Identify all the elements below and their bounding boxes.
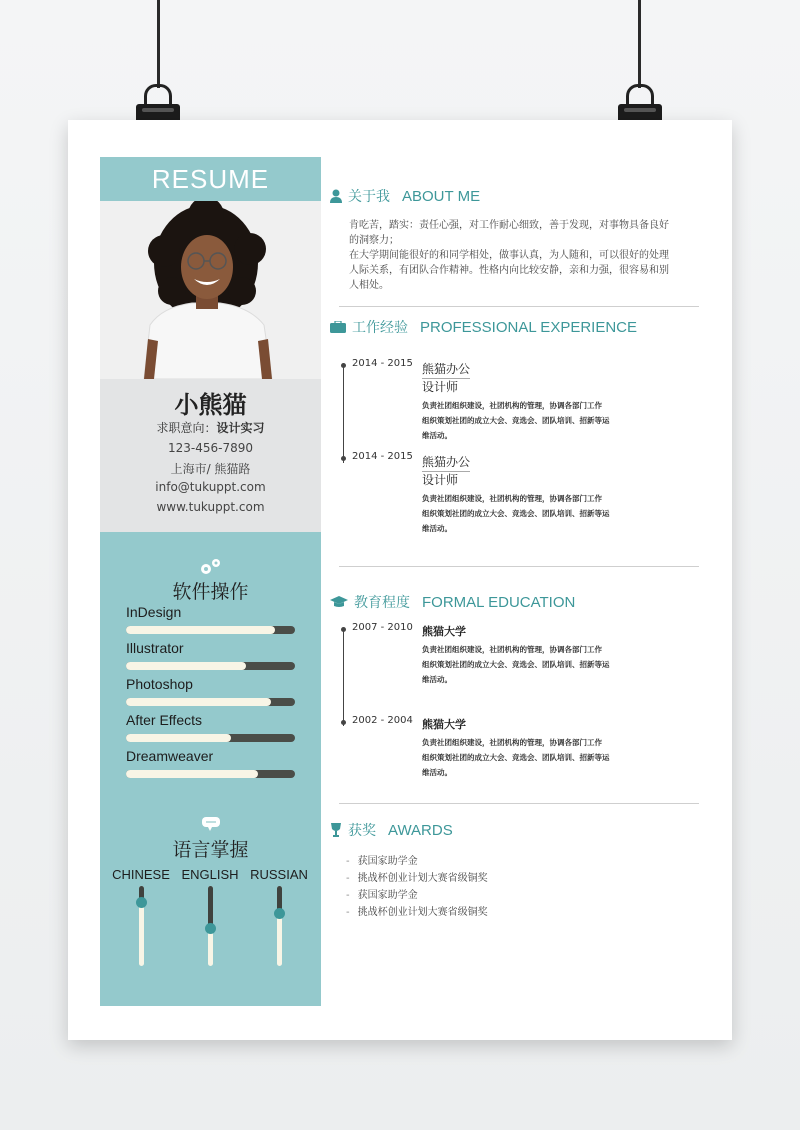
language-label: ENGLISH bbox=[181, 867, 239, 882]
skill-bar bbox=[126, 626, 295, 634]
experience-description: 负责社团组织建设，社团机构的管理，协调各部门工作 组织策划社团的成立大会、竞选会、团队培训、招新等运 维活动。 bbox=[422, 401, 610, 440]
experience-timeline bbox=[343, 365, 344, 463]
skill-label: Dreamweaver bbox=[126, 748, 214, 764]
divider bbox=[339, 306, 699, 307]
education-date: 2002 - 2004 bbox=[352, 715, 413, 726]
education-date: 2007 - 2010 bbox=[352, 622, 413, 633]
skill-label: Photoshop bbox=[126, 676, 193, 692]
education-description: 负责社团组织建设，社团机构的管理，协调各部门工作 组织策划社团的成立大会、竞选会、团队培训、招新等运 维活动。 bbox=[422, 738, 610, 777]
language-slider-knob bbox=[274, 908, 285, 919]
profile-card bbox=[100, 201, 321, 532]
phone-number: 123-456-7890 bbox=[167, 441, 253, 455]
experience-company: 熊猫办公 bbox=[422, 453, 470, 472]
award-bullet: - bbox=[346, 856, 350, 867]
experience-role: 设计师 bbox=[422, 473, 459, 487]
skill-bar-fill bbox=[126, 770, 258, 778]
award-item bbox=[346, 869, 488, 884]
experience-company: 熊猫办公 bbox=[422, 360, 470, 379]
award-item bbox=[346, 903, 488, 918]
resume-paper bbox=[68, 120, 732, 1040]
candidate-name: 小熊猫 bbox=[174, 391, 247, 419]
language-slider bbox=[277, 886, 282, 966]
timeline-dot bbox=[341, 363, 346, 368]
education-description: 负责社团组织建设，社团机构的管理，协调各部门工作 组织策划社团的成立大会、竞选会、团队培训、招新等运 维活动。 bbox=[422, 645, 610, 684]
education-school: 熊猫大学 bbox=[422, 718, 466, 731]
timeline-dot bbox=[341, 456, 346, 461]
skill-label: Illustrator bbox=[126, 640, 184, 656]
profile-photo bbox=[100, 201, 321, 379]
experience-role: 设计师 bbox=[422, 380, 459, 394]
job-intent: 求职意向：设计实习 bbox=[156, 421, 265, 435]
skill-bar bbox=[126, 698, 295, 706]
language-slider-knob bbox=[205, 923, 216, 934]
person-icon bbox=[330, 189, 342, 203]
award-bullet: - bbox=[346, 907, 350, 918]
language-label: RUSSIAN bbox=[250, 867, 308, 882]
experience-description: 负责社团组织建设，社团机构的管理，协调各部门工作 组织策划社团的成立大会、竞选会、团队培训、招新等运 维活动。 bbox=[422, 494, 610, 533]
sidebar bbox=[100, 157, 321, 1006]
trophy-icon bbox=[330, 823, 342, 837]
languages-heading: 语言掌握 bbox=[172, 839, 249, 861]
language-slider bbox=[139, 886, 144, 966]
skill-bar-fill bbox=[126, 662, 246, 670]
briefcase-icon bbox=[330, 321, 346, 333]
skills-heading: 软件操作 bbox=[172, 581, 249, 603]
education-heading: 教育程度 FORMAL EDUCATION bbox=[330, 592, 575, 612]
timeline-dot bbox=[341, 627, 346, 632]
skill-label: InDesign bbox=[126, 604, 182, 620]
awards-heading: 获奖 AWARDS bbox=[330, 820, 453, 840]
graduation-cap-icon bbox=[330, 596, 348, 608]
divider bbox=[339, 566, 699, 567]
experience-date: 2014 - 2015 bbox=[352, 358, 413, 369]
timeline-dot bbox=[341, 720, 346, 725]
skill-bar-fill bbox=[126, 698, 271, 706]
education-school: 熊猫大学 bbox=[422, 625, 466, 638]
hanging-string-right bbox=[638, 0, 641, 88]
address: 上海市/ 熊猫路 bbox=[170, 462, 251, 476]
education-timeline bbox=[343, 630, 344, 726]
award-text: 获国家助学金 bbox=[357, 890, 418, 901]
skill-bar bbox=[126, 770, 295, 778]
about-heading: 关于我 ABOUT ME bbox=[330, 186, 480, 206]
award-bullet: - bbox=[346, 890, 350, 901]
language-slider-top bbox=[208, 886, 213, 928]
resume-title: RESUME bbox=[151, 164, 270, 194]
language-label: CHINESE bbox=[112, 867, 170, 882]
website: www.tukuppt.com bbox=[156, 500, 265, 514]
divider bbox=[339, 803, 699, 804]
skill-bar bbox=[126, 734, 295, 742]
about-text: 肯吃苦，踏实：责任心强，对工作耐心细致，善于发现，对事物具备良好的洞察力； 在大学期间能很好的和同学相处，做事认真，为人随和，可以很好的处理人际关系，有团队合作精神。性格内向比较安静，亲和力强，很容易和别人相处。 bbox=[349, 220, 669, 291]
gears-icon bbox=[197, 557, 223, 577]
award-text: 挑战杯创业计划大赛省级铜奖 bbox=[357, 873, 488, 884]
award-item bbox=[346, 852, 418, 867]
language-slider-knob bbox=[136, 897, 147, 908]
language-slider bbox=[208, 886, 213, 966]
experience-heading: 工作经验 PROFESSIONAL EXPERIENCE bbox=[330, 317, 637, 337]
award-text: 获国家助学金 bbox=[357, 856, 418, 867]
award-text: 挑战杯创业计划大赛省级铜奖 bbox=[357, 907, 488, 918]
skill-bar-fill bbox=[126, 626, 275, 634]
email: info@tukuppt.com bbox=[155, 480, 266, 494]
speech-bubble-icon bbox=[201, 816, 221, 832]
skill-label: After Effects bbox=[126, 712, 202, 728]
award-bullet: - bbox=[346, 873, 350, 884]
skill-bar bbox=[126, 662, 295, 670]
award-item bbox=[346, 886, 418, 901]
experience-date: 2014 - 2015 bbox=[352, 451, 413, 462]
skill-bar-fill bbox=[126, 734, 231, 742]
hanging-string-left bbox=[157, 0, 160, 88]
